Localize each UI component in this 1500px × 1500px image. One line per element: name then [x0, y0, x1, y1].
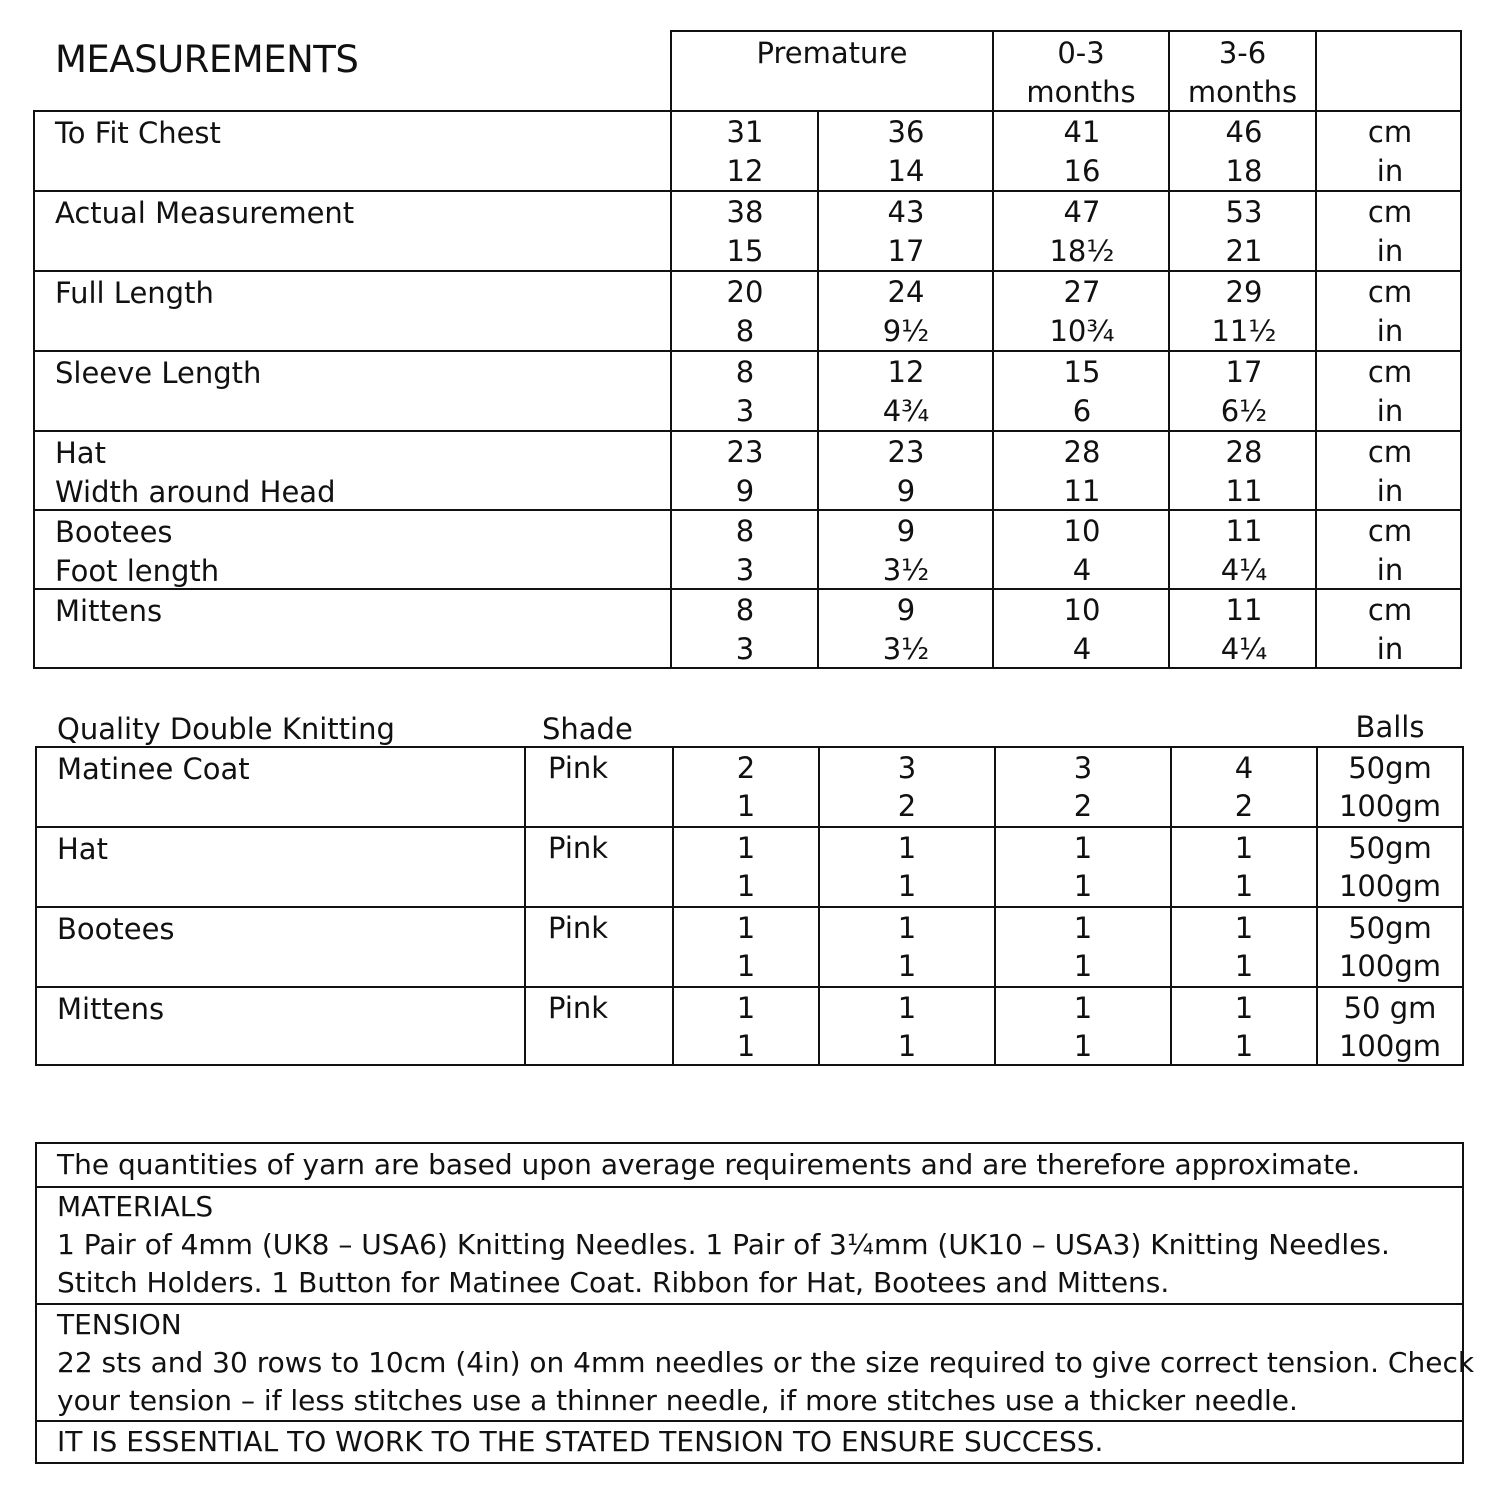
- value-cm: 9: [896, 514, 916, 548]
- balls-100gm: 1: [1073, 869, 1093, 903]
- balls-100gm: 2: [897, 789, 917, 823]
- value-in: in: [1376, 632, 1404, 666]
- tension-heading: TENSION: [57, 1308, 182, 1341]
- value-cm: 23: [726, 435, 764, 469]
- value-in: 3½: [882, 553, 930, 587]
- quality-label: Quality Double Knitting: [57, 712, 395, 746]
- row-label: Sleeve Length: [55, 356, 262, 390]
- balls-50gm: 50gm: [1348, 831, 1432, 865]
- value-cm: 28: [1063, 435, 1101, 469]
- value-cm: 10: [1063, 514, 1101, 548]
- header-3-6: 3-6: [1218, 36, 1267, 70]
- value-cm: 17: [1225, 355, 1263, 389]
- value-cm: 23: [887, 435, 925, 469]
- row-label: Mittens: [55, 594, 163, 628]
- value-in: 9: [735, 474, 755, 508]
- value-in: 3: [735, 394, 755, 428]
- value-cm: 11: [1225, 593, 1263, 627]
- header-3-6-months: months: [1187, 75, 1298, 109]
- tension-line-2: your tension – if less stitches use a thinner needle, if more stitches use a thicker needle.: [57, 1384, 1298, 1417]
- value-in: in: [1376, 474, 1404, 508]
- row-label: To Fit Chest: [55, 116, 221, 150]
- value-cm: 47: [1063, 195, 1101, 229]
- value-cm: cm: [1367, 355, 1413, 389]
- balls-50gm: 1: [1073, 991, 1093, 1025]
- balls-100gm: 1: [1234, 949, 1254, 983]
- value-in: in: [1376, 394, 1404, 428]
- column-rule: [1462, 746, 1464, 1066]
- balls-50gm: 1: [897, 911, 917, 945]
- balls-100gm: 1: [897, 949, 917, 983]
- balls-50gm: 3: [1073, 751, 1093, 785]
- value-in: in: [1376, 553, 1404, 587]
- balls-100gm: 2: [1234, 789, 1254, 823]
- value-in: 11: [1225, 474, 1263, 508]
- value-cm: 36: [887, 115, 925, 149]
- table-rule: [35, 986, 1463, 988]
- value-in: 4: [1072, 553, 1092, 587]
- value-in: 15: [726, 234, 764, 268]
- balls-50gm: 3: [897, 751, 917, 785]
- shade-label: Shade: [542, 712, 633, 746]
- column-rule: [33, 110, 35, 669]
- balls-50gm: 1: [736, 991, 756, 1025]
- balls-50gm: 50gm: [1348, 911, 1432, 945]
- balls-100gm: 1: [736, 869, 756, 903]
- header-0-3: 0-3: [1057, 36, 1105, 70]
- value-cm: 11: [1225, 514, 1263, 548]
- balls-100gm: 1: [736, 1029, 756, 1063]
- balls-100gm: 1: [736, 789, 756, 823]
- header-0-3-months: months: [1026, 75, 1136, 109]
- balls-100gm: 100gm: [1338, 789, 1441, 823]
- balls-50gm: 1: [1234, 991, 1254, 1025]
- balls-100gm: 100gm: [1338, 949, 1441, 983]
- value-in: 4¾: [882, 394, 930, 428]
- row-sublabel: Foot length: [55, 554, 220, 588]
- tension-line-1: 22 sts and 30 rows to 10cm (4in) on 4mm needles or the size required to give correct tension. Check: [57, 1346, 1475, 1379]
- value-in: 3½: [882, 632, 930, 666]
- balls-50gm: 4: [1234, 751, 1254, 785]
- row-label: Full Length: [55, 276, 214, 310]
- value-in: 4¼: [1220, 632, 1268, 666]
- value-cm: cm: [1367, 435, 1413, 469]
- value-cm: cm: [1367, 514, 1413, 548]
- balls-100gm: 1: [1234, 869, 1254, 903]
- value-in: 16: [1063, 154, 1101, 188]
- balls-100gm: 100gm: [1338, 869, 1441, 903]
- value-in: in: [1376, 154, 1404, 188]
- balls-50gm: 1: [897, 991, 917, 1025]
- balls-50gm: 50gm: [1348, 751, 1432, 785]
- yarn-item: Mittens: [57, 992, 165, 1026]
- column-rule: [35, 746, 37, 1066]
- value-cm: 38: [726, 195, 764, 229]
- balls-50gm: 1: [1073, 831, 1093, 865]
- value-cm: cm: [1367, 115, 1413, 149]
- balls-100gm: 2: [1073, 789, 1093, 823]
- row-sublabel: Width around Head: [55, 475, 336, 509]
- value-in: 17: [887, 234, 925, 268]
- balls-100gm: 1: [1234, 1029, 1254, 1063]
- materials-line-2: Stitch Holders. 1 Button for Matinee Coat. Ribbon for Hat, Bootees and Mittens.: [57, 1266, 1170, 1299]
- value-cm: 41: [1063, 115, 1101, 149]
- value-cm: 29: [1225, 275, 1263, 309]
- value-in: 3: [735, 632, 755, 666]
- table-rule: [35, 906, 1463, 908]
- table-rule: [33, 110, 1462, 112]
- value-cm: 10: [1063, 593, 1101, 627]
- yarn-shade: Pink: [548, 831, 609, 865]
- row-label: Actual Measurement: [55, 196, 355, 230]
- value-in: 14: [887, 154, 925, 188]
- yarn-shade: Pink: [548, 911, 609, 945]
- materials-line-1: 1 Pair of 4mm (UK8 – USA6) Knitting Needles. 1 Pair of 3¼mm (UK10 – USA3) Knitting Needles.: [57, 1228, 1390, 1261]
- value-cm: 53: [1225, 195, 1263, 229]
- yarn-item: Bootees: [57, 912, 175, 946]
- yarn-shade: Pink: [548, 751, 609, 785]
- value-cm: 27: [1063, 275, 1101, 309]
- value-cm: 43: [887, 195, 925, 229]
- balls-50gm: 2: [736, 751, 756, 785]
- value-cm: cm: [1367, 275, 1413, 309]
- yarn-item: Matinee Coat: [57, 752, 250, 786]
- value-cm: 8: [735, 355, 755, 389]
- column-rule: [524, 746, 526, 1066]
- essential-note: IT IS ESSENTIAL TO WORK TO THE STATED TENSION TO ENSURE SUCCESS.: [57, 1425, 1104, 1458]
- value-in: 10¾: [1049, 314, 1115, 348]
- value-in: 4¼: [1220, 553, 1268, 587]
- balls-50gm: 1: [736, 831, 756, 865]
- value-cm: 24: [887, 275, 925, 309]
- value-in: in: [1376, 234, 1404, 268]
- balls-100gm: 1: [1073, 949, 1093, 983]
- value-cm: 12: [887, 355, 925, 389]
- row-label: Hat: [55, 436, 106, 470]
- value-in: 9: [896, 474, 916, 508]
- row-label: Bootees: [55, 515, 173, 549]
- value-cm: cm: [1367, 593, 1413, 627]
- value-cm: 46: [1225, 115, 1263, 149]
- measurements-title: MEASUREMENTS: [55, 38, 359, 81]
- balls-50gm: 1: [1234, 911, 1254, 945]
- quantities-note: The quantities of yarn are based upon average requirements and are therefore approximate.: [57, 1148, 1361, 1181]
- header-premature: Premature: [756, 36, 908, 70]
- balls-100gm: 1: [1073, 1029, 1093, 1063]
- value-cm: 20: [726, 275, 764, 309]
- value-in: 18: [1225, 154, 1263, 188]
- value-in: 18½: [1049, 234, 1115, 268]
- balls-100gm: 100gm: [1338, 1029, 1441, 1063]
- value-in: in: [1376, 314, 1404, 348]
- balls-100gm: 1: [897, 1029, 917, 1063]
- value-cm: 9: [896, 593, 916, 627]
- balls-50gm: 1: [736, 911, 756, 945]
- value-in: 8: [735, 314, 755, 348]
- yarn-item: Hat: [57, 832, 108, 866]
- table-rule: [35, 826, 1463, 828]
- value-cm: 31: [726, 115, 764, 149]
- value-cm: 8: [735, 514, 755, 548]
- value-in: 3: [735, 553, 755, 587]
- materials-heading: MATERIALS: [57, 1190, 214, 1223]
- balls-50gm: 1: [897, 831, 917, 865]
- balls-50gm: 50 gm: [1343, 991, 1437, 1025]
- value-cm: 28: [1225, 435, 1263, 469]
- balls-100gm: 1: [897, 869, 917, 903]
- value-in: 4: [1072, 632, 1092, 666]
- balls-label: Balls: [1355, 710, 1425, 744]
- value-cm: cm: [1367, 195, 1413, 229]
- value-cm: 8: [735, 593, 755, 627]
- value-in: 21: [1225, 234, 1263, 268]
- value-cm: 15: [1063, 355, 1101, 389]
- yarn-shade: Pink: [548, 991, 609, 1025]
- table-rule: [670, 30, 1462, 32]
- value-in: 6: [1072, 394, 1092, 428]
- balls-100gm: 1: [736, 949, 756, 983]
- value-in: 12: [726, 154, 764, 188]
- balls-50gm: 1: [1234, 831, 1254, 865]
- value-in: 6½: [1220, 394, 1268, 428]
- value-in: 11½: [1211, 314, 1277, 348]
- balls-50gm: 1: [1073, 911, 1093, 945]
- value-in: 11: [1063, 474, 1101, 508]
- value-in: 9½: [882, 314, 930, 348]
